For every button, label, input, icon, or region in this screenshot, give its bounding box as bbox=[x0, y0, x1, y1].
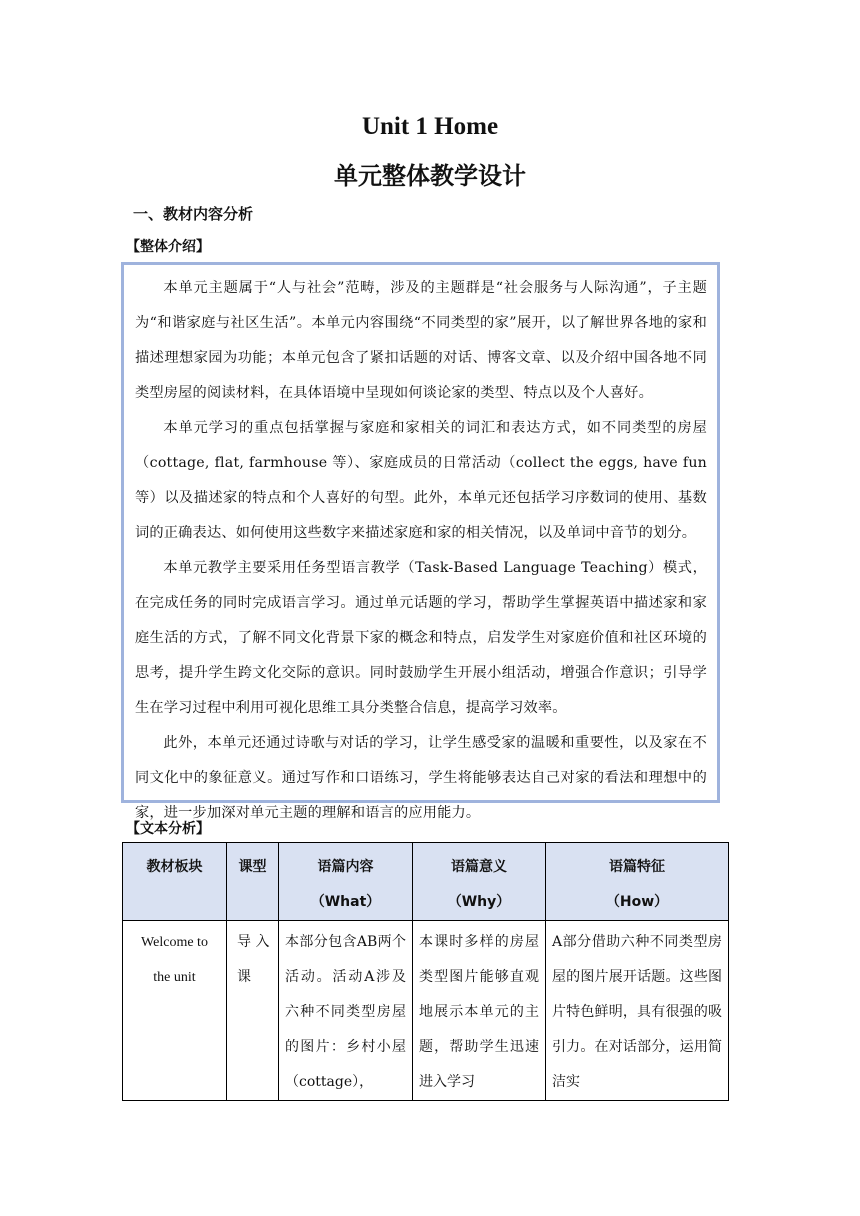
text-analysis-table bbox=[122, 842, 729, 1101]
table-row bbox=[123, 921, 729, 1101]
header-what: 语篇内容 （What） bbox=[279, 843, 413, 921]
document-title-chinese: 单元整体教学设计 bbox=[334, 162, 526, 190]
intro-paragraph: 本单元教学主要采用任务型语言教学（Task-Based Language Teaching）模式，在完成任务的同时完成语言学习。通过单元话题的学习，帮助学生掌握英语中描述家和家庭生活的方式，了解不同文化背景下家的概念和特点，启发学生对家庭价值和社区环境的思考，提升学生跨文化交际的意识。同时鼓励学生开展小组活动，增强合作意识；引导学生在学习过程中利用可视化思维工具分类整合信息，提高学习效率。 bbox=[135, 560, 707, 716]
intro-paragraph: 此外，本单元还通过诗歌与对话的学习，让学生感受家的温暖和重要性，以及家在不同文化中的象征意义。通过写作和口语练习，学生将能够表达自己对家的看法和理想中的家，进一步加深对单元主题的理解和语言的应用能力。 bbox=[135, 735, 707, 821]
header-type: 课型 bbox=[227, 843, 279, 921]
section-heading: 一、教材内容分析 bbox=[133, 205, 254, 223]
cell-how: A部分借助六种不同类型房屋的图片展开话题。这些图片特色鲜明，具有很强的吸引力。在对话部分，运用简洁实 bbox=[546, 921, 729, 1101]
text-analysis-label: 【文本分析】 bbox=[126, 821, 210, 837]
intro-box bbox=[121, 262, 720, 821]
cell-why: 本课时多样的房屋类型图片能够直观地展示本单元的主题，帮助学生迅速进入学习 bbox=[413, 921, 546, 1101]
intro-label: 【整体介绍】 bbox=[126, 239, 210, 255]
intro-paragraph: 本单元主题属于“人与社会”范畴，涉及的主题群是“社会服务与人际沟通”，子主题为“和谐家庭与社区生活”。本单元内容围绕“不同类型的家”展开，以了解世界各地的家和描述理想家园为功能；本单元包含了紧扣话题的对话、博客文章、以及介绍中国各地不同类型房屋的阅读材料，在具体语境中呈现如何谈论家的类型、特点以及个人喜好。 bbox=[135, 280, 707, 401]
table-header-row bbox=[123, 843, 729, 921]
cell-what: 本部分包含AB两个活动。活动A涉及六种不同类型房屋的图片：乡村小屋（cottage）， bbox=[279, 921, 413, 1101]
intro-paragraph: 本单元学习的重点包括掌握与家庭和家相关的词汇和表达方式，如不同类型的房屋（cottage, flat, farmhouse 等）、家庭成员的日常活动（collect the eggs, have fun 等）以及描述家的特点和个人喜好的句型。此外，本单元还包括学习序数词的使用、基数词的正确表达、如何使用这些数字来描述家庭和家的相关情况，以及单词中音节的划分。 bbox=[135, 420, 707, 541]
header-why: 语篇意义 （Why） bbox=[413, 843, 546, 921]
header-module: 教材板块 bbox=[123, 843, 227, 921]
cell-module: Welcome to the unit bbox=[123, 921, 227, 1101]
header-how: 语篇特征 （How） bbox=[546, 843, 729, 921]
cell-type: 导 入 课 bbox=[227, 921, 279, 1101]
document-title-english: Unit 1 Home bbox=[361, 113, 499, 140]
